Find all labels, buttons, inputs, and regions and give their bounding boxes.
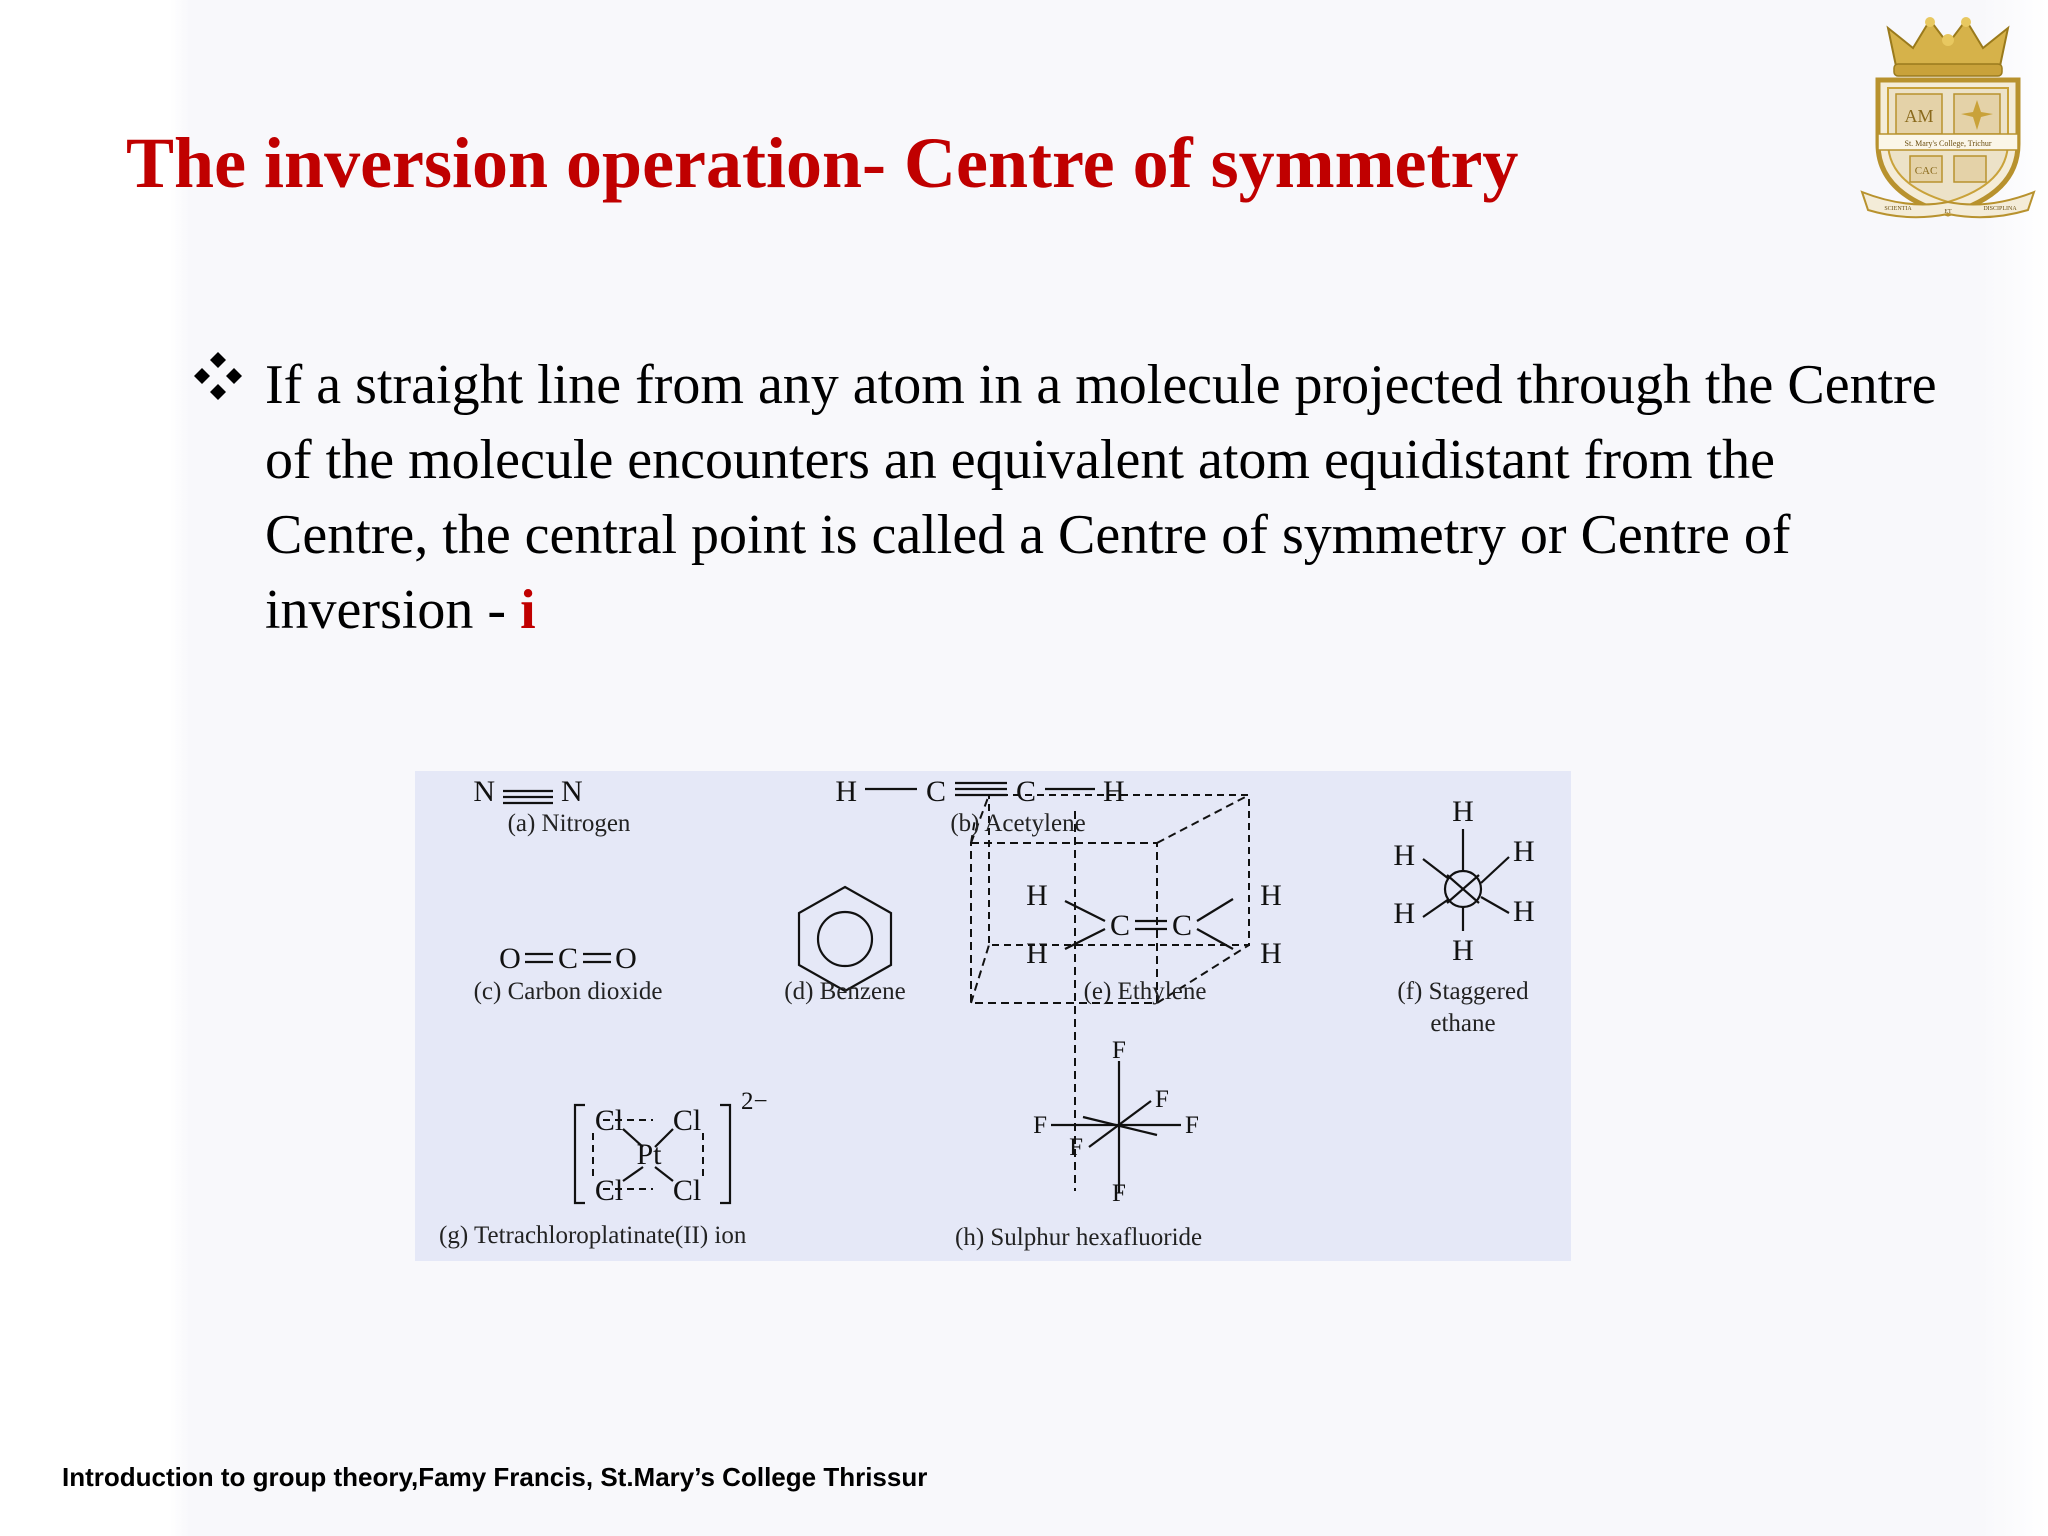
atom-label: H	[1452, 795, 1474, 828]
inversion-symbol: i	[520, 579, 536, 641]
atom-label: F	[1185, 1112, 1199, 1139]
four-diamond-bullet-icon	[192, 350, 244, 402]
crest-monogram: AM	[1904, 106, 1934, 126]
caption-acetylene: (b) Acetylene	[950, 810, 1086, 837]
crest-motto-mid: ET	[1944, 209, 1952, 215]
atom-label: F	[1069, 1134, 1083, 1161]
atom-label: H	[1260, 879, 1282, 912]
slide-title: The inversion operation- Centre of symmetry	[126, 123, 1519, 203]
crest-banner-text: St. Mary's College, Trichur	[1904, 139, 1992, 148]
atom-label: C	[1015, 775, 1037, 808]
atom-label: H	[1452, 934, 1474, 967]
atom-label: C	[925, 775, 947, 808]
atom-label: F	[1155, 1086, 1169, 1113]
college-crest-icon	[1858, 14, 2038, 224]
atom-label: H	[835, 775, 857, 808]
atom-label: F	[1112, 1180, 1126, 1207]
atom-label: H	[1513, 835, 1535, 868]
bullet-text: If a straight line from any atom in a molecule projected through the Centre of the molecule encounters an equivalent atom equidistant from the Centre, the central point is called a Centre of symmetry or Centre of inversion -	[265, 354, 1937, 641]
bullet-text-block	[265, 348, 1945, 648]
caption-staggered-ethane-line1: (f) Staggered	[1397, 978, 1529, 1005]
caption-nitrogen: (a) Nitrogen	[507, 810, 631, 837]
atom-label: Cl	[672, 1104, 702, 1137]
caption-benzene: (d) Benzene	[784, 978, 906, 1005]
charge-label: 2−	[741, 1088, 768, 1115]
caption-tetrachloroplatinate: (g) Tetrachloroplatinate(II) ion	[439, 1222, 747, 1249]
atom-label: Pt	[636, 1138, 662, 1171]
crest-shield-mark: CAC	[1914, 165, 1938, 177]
atom-label: F	[1112, 1037, 1126, 1064]
molecule-figure	[415, 771, 1571, 1261]
footer-credit: Introduction to group theory,Famy Francis, St.Mary’s College Thrissur	[62, 1462, 928, 1492]
atom-label: C	[1109, 909, 1131, 942]
atom-label: C	[557, 942, 579, 975]
atom-label: Cl	[594, 1174, 624, 1207]
crest-motto-left: SCIENTIA	[1884, 206, 1912, 212]
atom-label: H	[1103, 775, 1125, 808]
atom-label: C	[1171, 909, 1193, 942]
atom-label: H	[1393, 839, 1415, 872]
atom-label: H	[1260, 937, 1282, 970]
caption-sulphur-hexafluoride: (h) Sulphur hexafluoride	[955, 1224, 1203, 1251]
atom-label: H	[1026, 937, 1048, 970]
crest-motto-right: DISCIPLINA	[1983, 206, 2017, 212]
caption-staggered-ethane-line2: ethane	[1430, 1010, 1496, 1037]
atom-label: H	[1026, 879, 1048, 912]
atom-label: Cl	[672, 1174, 702, 1207]
caption-carbon-dioxide: (c) Carbon dioxide	[473, 978, 663, 1005]
atom-label: O	[615, 942, 637, 975]
atom-label: Cl	[594, 1104, 624, 1137]
atom-label: N	[473, 775, 495, 808]
caption-ethylene: (e) Ethylene	[1083, 978, 1207, 1005]
atom-label: H	[1513, 895, 1535, 928]
atom-label: O	[499, 942, 521, 975]
atom-label: H	[1393, 897, 1415, 930]
atom-label: N	[561, 775, 583, 808]
atom-label: F	[1033, 1112, 1047, 1139]
